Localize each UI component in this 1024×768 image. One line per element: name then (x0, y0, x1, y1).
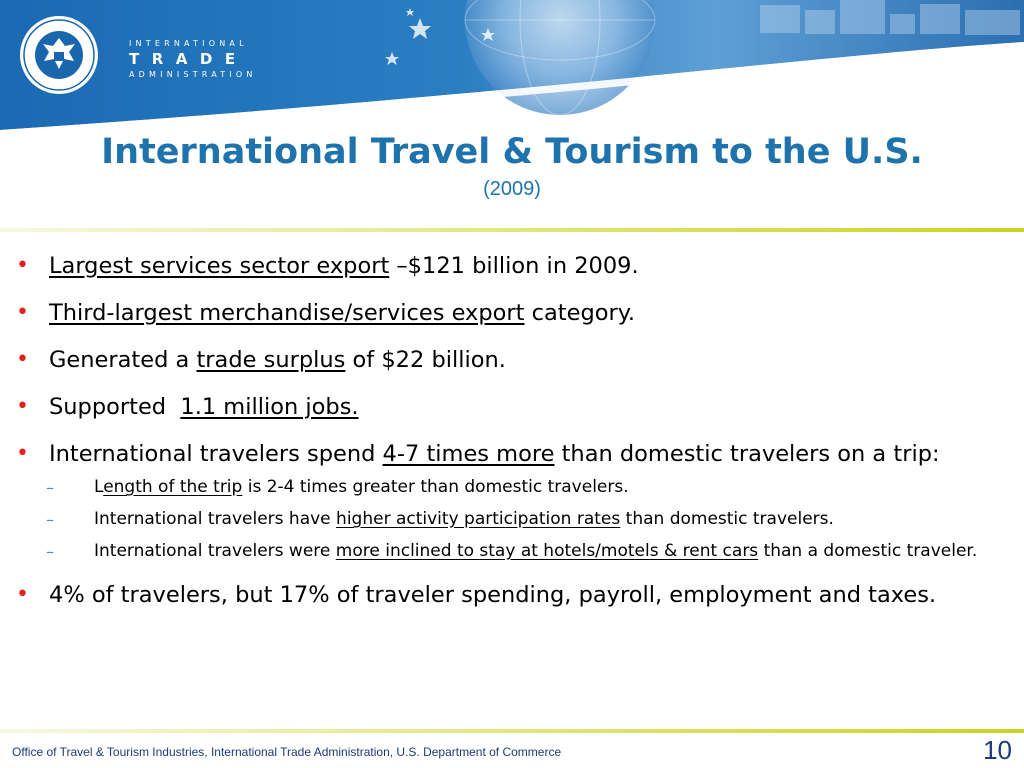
subbullet-activity-rates (16, 507, 1006, 532)
agency-line-trade: TRADE (129, 50, 248, 68)
bullet-spend-more (16, 439, 1006, 469)
bullet-text: is 2-4 times greater than domestic travelers. (242, 477, 629, 497)
bullet-spending-share (16, 580, 1006, 610)
bullet-text: International travelers spend (49, 441, 383, 467)
bullet-third-largest (16, 298, 1006, 328)
link-activity-participation[interactable]: higher activity participation rates (336, 509, 621, 529)
dash-icon: – (46, 542, 54, 561)
link-trade-surplus[interactable]: trade surplus (196, 347, 346, 373)
bullet-largest-export (16, 251, 1006, 281)
bullet-dot-icon: • (16, 394, 29, 419)
agency-line-administration: ADMINISTRATION (129, 70, 257, 79)
bullet-dot-icon: • (16, 441, 29, 466)
agency-wordmark (129, 38, 257, 81)
link-times-more[interactable]: 4-7 times more (382, 441, 555, 467)
slide-title: International Travel & Tourism to the U.S. (101, 132, 923, 172)
bullet-text: than domestic travelers on a trip: (554, 441, 940, 467)
bullet-dot-icon: • (16, 582, 29, 607)
bullet-text: Generated a (49, 347, 197, 373)
bullet-jobs (16, 392, 1006, 422)
link-third-largest-export[interactable]: Third-largest merchandise/services export (49, 300, 525, 326)
bullet-text: –$121 billion in 2009. (389, 253, 639, 279)
bullet-dot-icon: • (16, 347, 29, 372)
subbullet-hotels-cars (16, 539, 1006, 564)
bullet-text: International travelers have (94, 509, 337, 529)
bullet-text: Supported (49, 394, 181, 420)
page-number: 10 (983, 735, 1012, 765)
agency-line-international: INTERNATIONAL (129, 39, 248, 48)
footer-text: Office of Travel & Tourism Industries, International Trade Administration, U.S. Department of Commerce (12, 745, 562, 759)
department-of-commerce-seal-icon (18, 14, 100, 96)
bullet-trade-surplus (16, 345, 1006, 375)
bullet-text: than a domestic traveler. (758, 541, 978, 561)
bullet-dot-icon: • (16, 300, 29, 325)
dash-icon: – (46, 478, 54, 497)
bullet-text: 4% of travelers, but 17% of traveler spending, payroll, employment and taxes. (49, 582, 937, 608)
bullet-text: International travelers were (94, 541, 336, 561)
slide-subtitle: (2009) (483, 178, 541, 200)
subbullet-length-of-trip (16, 475, 1006, 500)
bullet-text: category. (524, 300, 636, 326)
link-length-of-trip[interactable]: ength of the trip (103, 477, 243, 497)
bullet-list (16, 251, 1006, 627)
bullet-text: L (94, 477, 104, 497)
dash-icon: – (46, 510, 54, 529)
top-divider (0, 227, 1024, 233)
bullet-text: than domestic travelers. (620, 509, 834, 529)
bottom-divider (0, 728, 1024, 734)
link-million-jobs[interactable]: 1.1 million jobs. (180, 394, 359, 420)
bullet-text: of $22 billion. (345, 347, 506, 373)
link-largest-services-export[interactable]: Largest services sector export (49, 253, 390, 279)
bullet-dot-icon: • (16, 253, 29, 278)
link-hotels-rent-cars[interactable]: more inclined to stay at hotels/motels & rent cars (335, 541, 759, 561)
header-banner (0, 0, 1024, 135)
